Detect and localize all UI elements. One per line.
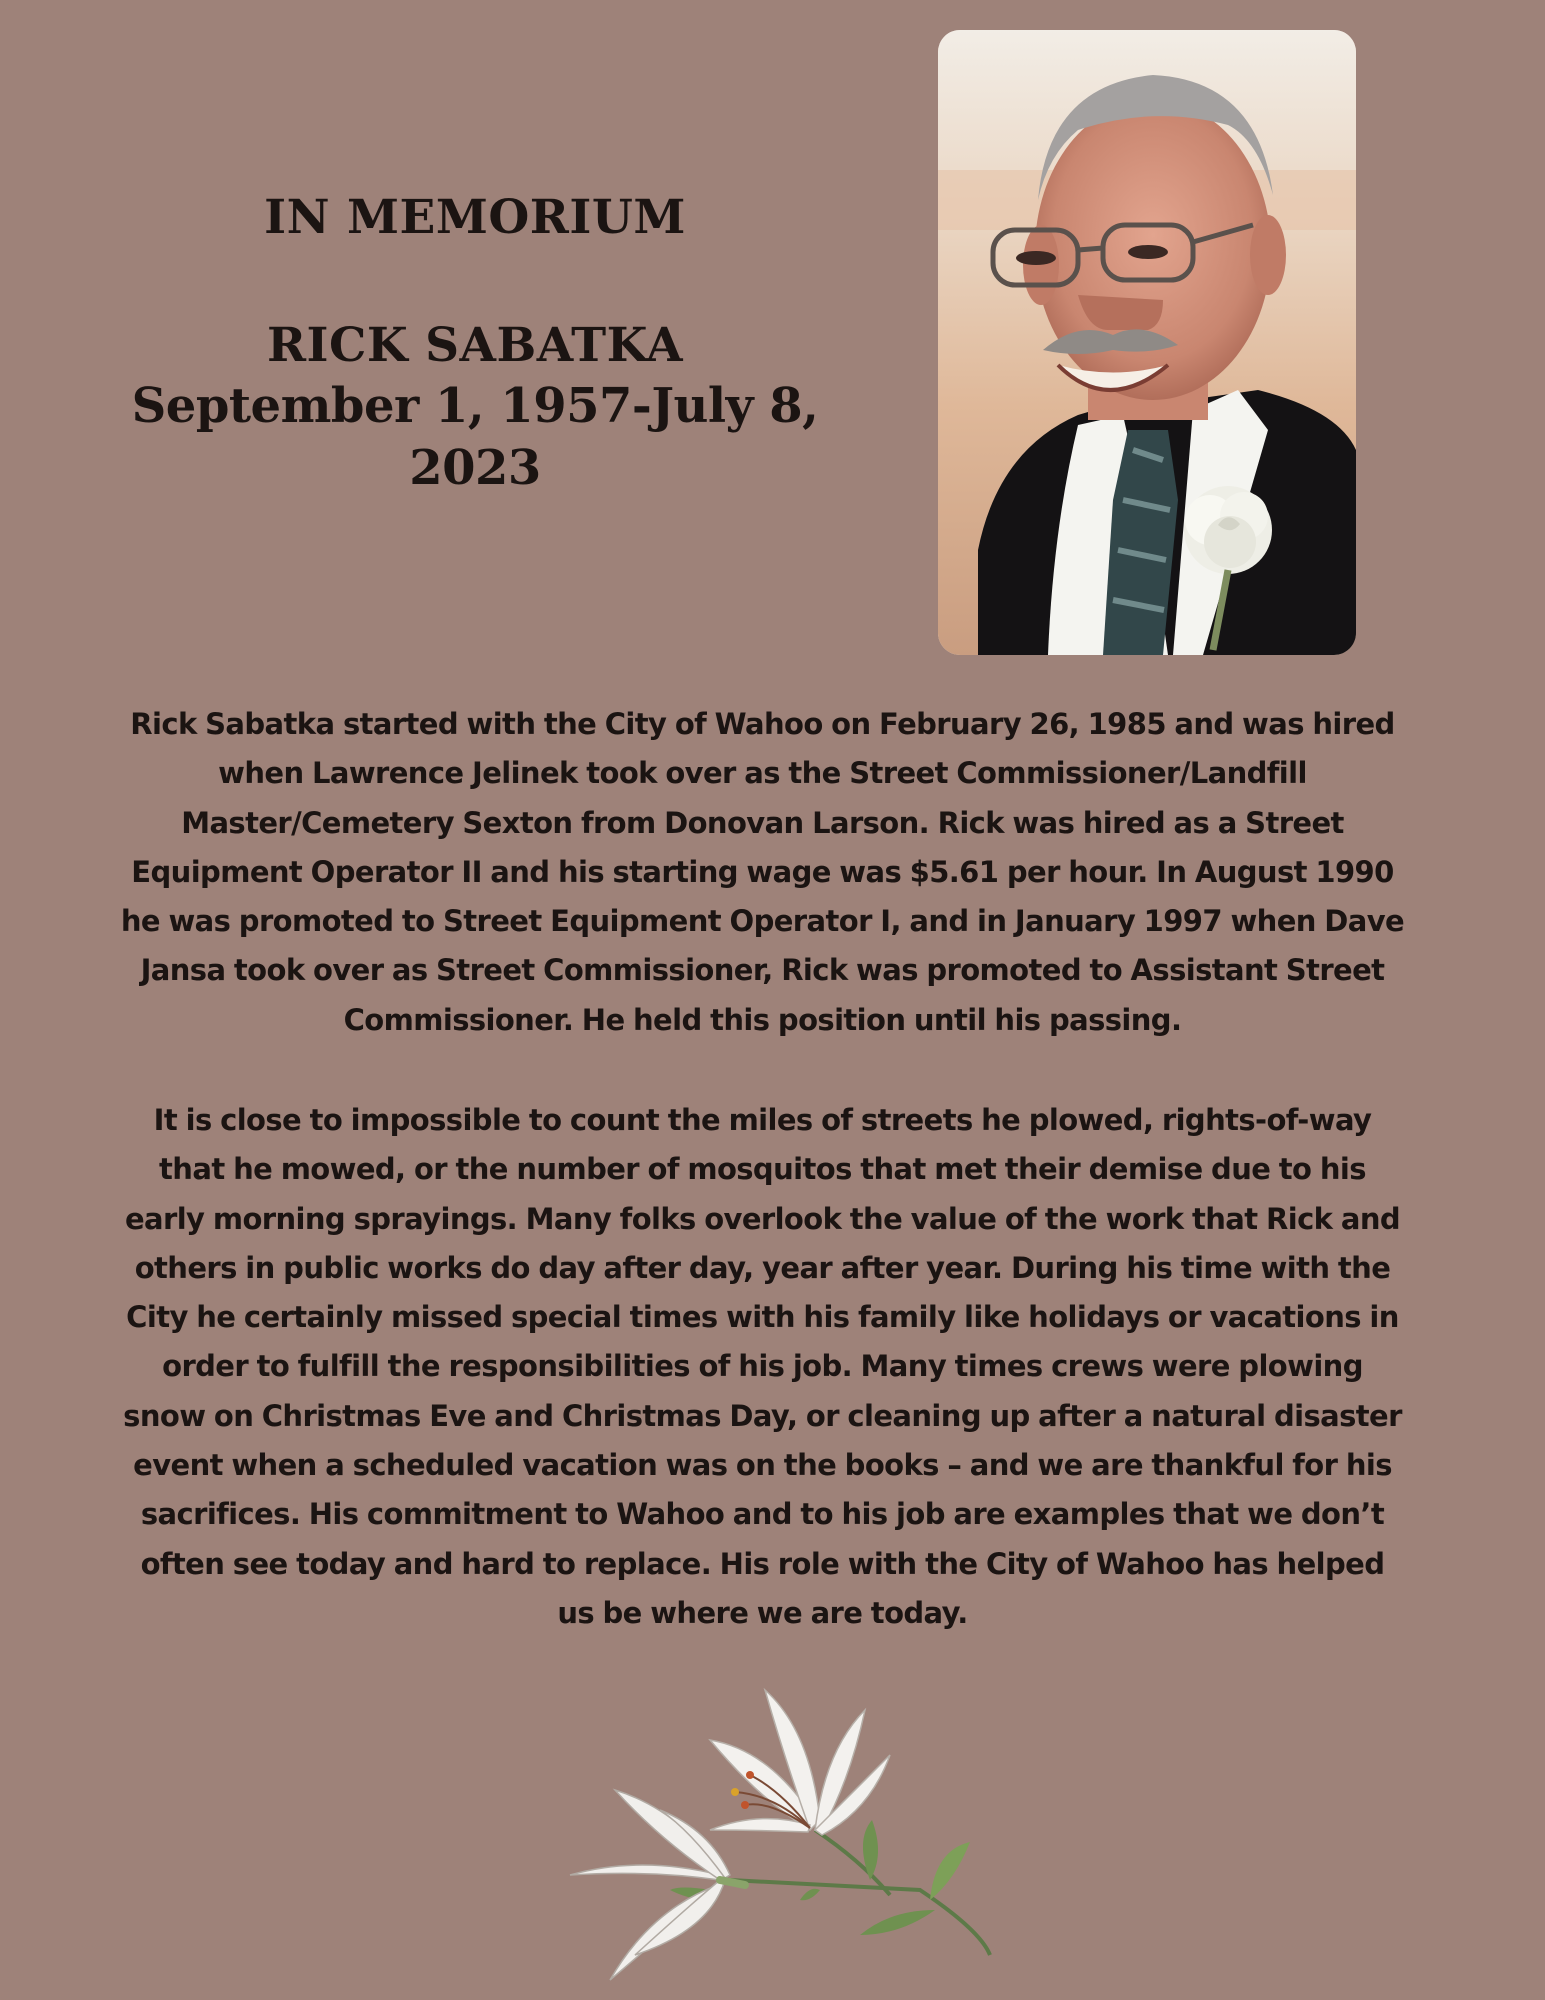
career-paragraph: Rick Sabatka started with the City of Wahoo on February 26, 1985 and was hired when Lawrence Jelinek took over as the Street Commissioner/Landfill Master/Cemetery Sexton from Donovan Larson. Rick was hired as a Street Equipment Operator II and his starting wage was $5.61 per hour. In August 1990 he was promoted to Street Equipment Operator I, and in January 1997 when Dave Jansa took over as Street Commissioner, Rick was promoted to Assistant Street Commissioner. He held this position until his passing. <box>120 707 1405 1037</box>
memoriam-title: IN MEMORIUM <box>264 190 686 245</box>
lily-flower-icon <box>560 1680 1000 1990</box>
memorial-heading <box>60 190 890 500</box>
portrait-photo <box>938 30 1356 655</box>
portrait-image <box>938 30 1356 655</box>
life-dates: September 1, 1957-July 8, 2023 <box>131 377 819 497</box>
tribute-paragraph: It is close to impossible to count the miles of streets he plowed, rights-of-way that he mowed, or the number of mosquitos that met their demise due to his early morning sprayings. Many folks overlook the value of the work that Rick and others in public works do day after day, year after year. During his time with the City he certainly missed special times with his family like holidays or vacations in order to fulfill the responsibilities of his job. Many times crews were plowing snow on Christmas Eve and Christmas Day, or cleaning up after a natural disaster event when a scheduled vacation was on the books – and we are thankful for his sacrifices. His commitment to Wahoo and to his job are examples that we don’t often see today and hard to replace. His role with the City of Wahoo has helped us be where we are today. <box>123 1103 1402 1630</box>
deceased-name: RICK SABATKA <box>266 318 684 374</box>
